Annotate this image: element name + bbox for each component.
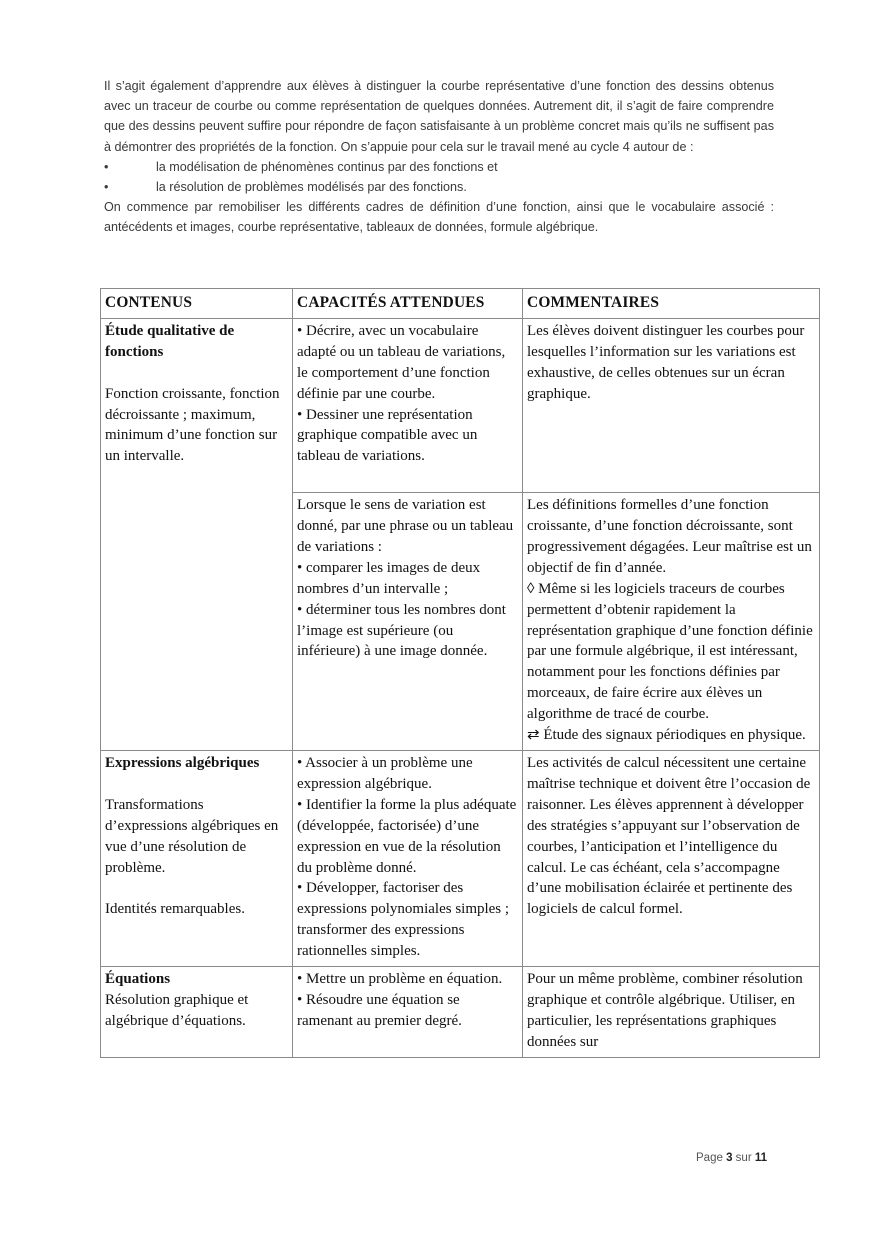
section-title: Équations: [105, 971, 171, 988]
current-page-number: 3: [726, 1152, 733, 1164]
bullet-icon: •: [104, 180, 109, 195]
contenus-text: Résolution graphique et algébrique d’équations.: [105, 991, 249, 1029]
contenus-text: Fonction croissante, fonction décroissante ; maximum, minimum d’une fonction sur un intervalle.: [105, 385, 280, 465]
bullet-text: la résolution de problèmes modélisés par des fonctions.: [156, 180, 467, 195]
program-table: [100, 288, 820, 1058]
of-label: sur: [735, 1152, 752, 1164]
cell-commentaires: [523, 318, 820, 492]
table-row: [101, 318, 820, 492]
header-commentaires: COMMENTAIRES: [523, 289, 820, 319]
contenus-text: Transformations d’expressions algébriques en vue d’une résolution de problème.: [105, 796, 279, 876]
table-row: [101, 751, 820, 967]
bullet-icon: •: [104, 159, 109, 174]
bullet-text: la modélisation de phénomènes continus par des fonctions et: [156, 159, 498, 174]
commentaire-algorithm-note: ◊ Même si les logiciels traceurs de courbes permettent d’obtenir rapidement la représentation graphique d’une fonction définie par une formule algébrique, il est intéressant, notamment pour les fonctions définies par morceaux, de faire écrire aux élèves un algorithme de tracé de courbe.: [527, 580, 813, 723]
page-footer: [696, 1152, 767, 1164]
cell-commentaires: [523, 493, 820, 751]
cell-contenus: [101, 967, 293, 1058]
commentaire-text: Pour un même problème, combiner résolution graphique et contrôle algébrique. Utiliser, en particulier, les représentations graphiques données sur: [527, 971, 803, 1050]
capacite-item: • Identifier la forme la plus adéquate (développée, factorisée) d’une expression en vue de la résolution du problème donné.: [297, 796, 517, 876]
total-pages-number: 11: [754, 1152, 768, 1164]
capacite-item: • Résoudre une équation se ramenant au premier degré.: [297, 991, 462, 1029]
capacite-item: • comparer les images de deux nombres d’un intervalle ;: [297, 559, 481, 597]
header-contenus: CONTENUS: [101, 289, 293, 319]
capacite-item: • Décrire, avec un vocabulaire adapté ou un tableau de variations, le comportement d’une fonction définie par une courbe.: [297, 322, 506, 402]
cell-contenus: [101, 318, 293, 750]
capacite-item: • déterminer tous les nombres dont l’image est supérieure (ou inférieure) à une image donnée.: [297, 601, 506, 660]
table-header-row: [101, 289, 820, 319]
intro-text: [104, 76, 774, 238]
header-capacites: CAPACITÉS ATTENDUES: [293, 289, 523, 319]
contenus-text: Identités remarquables.: [105, 901, 245, 918]
cell-capacites: [293, 751, 523, 967]
cell-contenus: [101, 751, 293, 967]
capacite-intro: Lorsque le sens de variation est donné, par une phrase ou un tableau de variations :: [297, 497, 514, 555]
cell-commentaires: [523, 751, 820, 967]
capacite-item: • Dessiner une représentation graphique compatible avec un tableau de variations.: [297, 406, 478, 465]
cell-capacites: [293, 967, 523, 1058]
intro-paragraph-1: Il s’agit également d’apprendre aux élèves à distinguer la courbe représentative d’une fonction des dessins obtenus avec un traceur de courbe ou comme représentation de quelques données. Autrement dit, il s’agit de faire comprendre que des dessins peuvent suffire pour répondre de façon satisfaisante à un problème concret mais qu’ils ne suffisent pas à démontrer des propriétés de la fonction. On s’appuie pour cela sur le travail mené au cycle 4 autour de :: [104, 79, 774, 154]
cell-capacites: [293, 318, 523, 492]
commentaire-text: Les activités de calcul nécessitent une certaine maîtrise technique et doivent être l’occasion de raisonner. Les élèves apprennent à développer des stratégies s’appuyant sur l’observation de courbes, l’anticipation et l’intelligence du calcul. Le cas échéant, cela s’accompagne d’une mobilisation éclairée et pertinente des logiciels de calcul formel.: [527, 755, 811, 918]
capacite-item: • Mettre un problème en équation.: [297, 971, 503, 988]
section-title: Étude qualitative de fonctions: [105, 322, 235, 360]
commentaire-physics-link: ⇄ Étude des signaux périodiques en physique.: [527, 727, 806, 744]
section-title: Expressions algébriques: [105, 755, 260, 772]
capacite-item: • Développer, factoriser des expressions polynomiales simples ; transformer des expressions rationnelles simples.: [297, 880, 510, 960]
commentaire-text: Les définitions formelles d’une fonction croissante, d’une fonction décroissante, sont progressivement dégagées. Leur maîtrise est un objectif de fin d’année.: [527, 497, 812, 576]
table-row: [101, 967, 820, 1058]
cell-commentaires: [523, 967, 820, 1058]
capacite-item: • Associer à un problème une expression algébrique.: [297, 755, 473, 792]
cell-capacites: [293, 493, 523, 751]
intro-bullet-item: [104, 177, 774, 197]
commentaire-text: Les élèves doivent distinguer les courbes pour lesquelles l’information sur les variations est exhaustive, de celles obtenues sur un écran graphique.: [527, 322, 805, 402]
intro-paragraph-2: On commence par remobiliser les différents cadres de définition d’une fonction, ainsi que le vocabulaire associé : antécédents et images, courbe représentative, tableaux de données, formule algébrique.: [104, 200, 774, 235]
page-label: Page: [696, 1152, 723, 1164]
intro-bullet-item: [104, 157, 774, 177]
